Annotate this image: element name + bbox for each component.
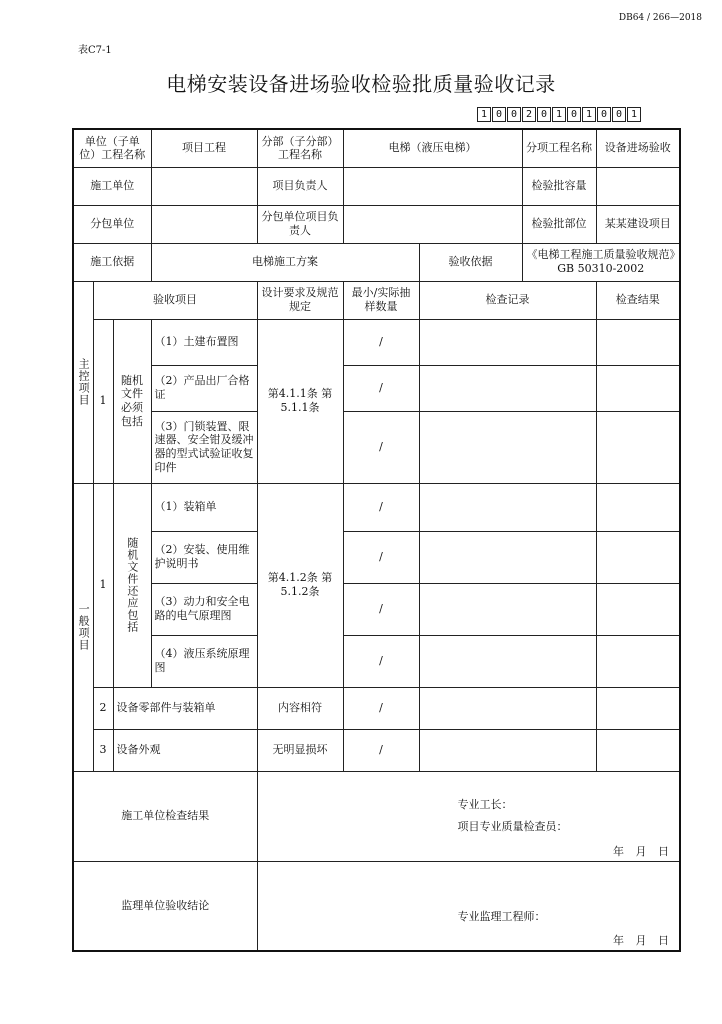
col-sample-header: 最小/实际抽样数量 [343,281,419,319]
unit-label: 单位（子单位）工程名称 [73,129,151,167]
code-digit: 1 [552,107,566,122]
main-item-result[interactable] [596,411,680,483]
division-label: 分部（子分部）工程名称 [257,129,343,167]
general-item-result[interactable] [596,687,680,729]
general-item-result[interactable] [596,531,680,583]
col-item-header: 验收项目 [93,281,257,319]
unit-value[interactable]: 项目工程 [151,129,257,167]
main-item-text: （1）土建布置图 [151,319,257,365]
col-record-header: 检查记录 [419,281,596,319]
general-item-sample: / [343,483,419,531]
general-group-label: 随机文件还应包括 [113,483,151,687]
general-item-text: （2）安装、使用维护说明书 [151,531,257,583]
date-label: 年 月 日 [613,934,674,948]
code-digit: 2 [522,107,536,122]
general-item-record[interactable] [419,729,596,771]
main-item-sample: / [343,411,419,483]
main-item-record[interactable] [419,365,596,411]
general-spec: 无明显损坏 [257,729,343,771]
date-label: 年 月 日 [613,844,674,858]
general-item-number: 1 [93,483,113,687]
general-item-sample: / [343,729,419,771]
general-item-text: 设备外观 [113,729,257,771]
code-digit: 0 [612,107,626,122]
code-digit: 0 [597,107,611,122]
pm-label: 项目负责人 [257,167,343,205]
general-item-sample: / [343,687,419,729]
general-item-number: 2 [93,687,113,729]
contractor-value[interactable] [151,167,257,205]
acceptance-form [72,128,681,952]
contractor-signature-area[interactable] [257,771,680,861]
general-label: 一般项目 [73,483,93,771]
supervisor-result-label: 监理单位验收结论 [73,861,257,951]
document-code: DB64 / 266—2018 [618,13,702,23]
accept-basis-value[interactable]: 《电梯工程施工质量验收规范》GB 50310-2002 [522,243,680,281]
code-digit: 0 [537,107,551,122]
general-item-sample: / [343,583,419,635]
general-spec: 内容相符 [257,687,343,729]
code-digit: 0 [507,107,521,122]
general-item-number: 3 [93,729,113,771]
basis-value[interactable]: 电梯施工方案 [151,243,419,281]
main-item-number: 1 [93,319,113,483]
contractor-label: 施工单位 [73,167,151,205]
general-item-result[interactable] [596,583,680,635]
foreman-label: 专业工长： [457,797,513,811]
main-item-sample: / [343,365,419,411]
general-item-sample: / [343,635,419,687]
form-number: 表C7-1 [78,45,112,56]
code-digit: 1 [477,107,491,122]
basis-label: 施工依据 [73,243,151,281]
general-item-result[interactable] [596,729,680,771]
main-spec: 第4.1.1条 第5.1.1条 [257,319,343,483]
code-boxes [477,107,642,122]
batch-size-value[interactable] [596,167,680,205]
batch-size-label: 检验批容量 [522,167,596,205]
pm-value[interactable] [343,167,522,205]
main-item-result[interactable] [596,319,680,365]
general-item-text: （4）液压系统原理图 [151,635,257,687]
general-item-record[interactable] [419,583,596,635]
contractor-result-label: 施工单位检查结果 [73,771,257,861]
col-result-header: 检查结果 [596,281,680,319]
general-item-text: 设备零部件与装箱单 [113,687,257,729]
general-item-record[interactable] [419,687,596,729]
main-item-text: （3）门锁装置、限速器、安全钳及缓冲器的型式试验证收复印件 [151,411,257,483]
general-item-sample: / [343,531,419,583]
main-item-record[interactable] [419,319,596,365]
subcontractor-value[interactable] [151,205,257,243]
engineer-label: 专业监理工程师： [457,909,546,923]
sub-pm-label: 分包单位项目负责人 [257,205,343,243]
accept-basis-label: 验收依据 [419,243,522,281]
sub-pm-value[interactable] [343,205,522,243]
col-spec-header: 设计要求及规范规定 [257,281,343,319]
division-value[interactable]: 电梯（液压电梯） [343,129,522,167]
main-item-text: （2）产品出厂合格证 [151,365,257,411]
main-item-record[interactable] [419,411,596,483]
general-item-result[interactable] [596,483,680,531]
code-digit: 1 [627,107,641,122]
code-digit: 0 [567,107,581,122]
general-item-record[interactable] [419,483,596,531]
batch-location-label: 检验批部位 [522,205,596,243]
main-control-label: 主控项目 [73,281,93,483]
main-item-result[interactable] [596,365,680,411]
batch-location-value[interactable]: 某某建设项目 [596,205,680,243]
inspector-label: 项目专业质量检查员： [457,819,568,833]
subcontractor-label: 分包单位 [73,205,151,243]
main-item-sample: / [343,319,419,365]
main-group-label: 随机文件必须包括 [113,319,151,483]
code-digit: 0 [492,107,506,122]
general-item-text: （1）装箱单 [151,483,257,531]
code-digit: 1 [582,107,596,122]
general-item-text: （3）动力和安全电路的电气原理图 [151,583,257,635]
supervisor-signature-area[interactable] [257,861,680,951]
general-spec: 第4.1.2条 第5.1.2条 [257,483,343,687]
general-item-result[interactable] [596,635,680,687]
subitem-value[interactable]: 设备进场验收 [596,129,680,167]
general-item-record[interactable] [419,635,596,687]
subitem-label: 分项工程名称 [522,129,596,167]
general-item-record[interactable] [419,531,596,583]
page-title: 电梯安装设备进场验收检验批质量验收记录 [166,72,556,96]
